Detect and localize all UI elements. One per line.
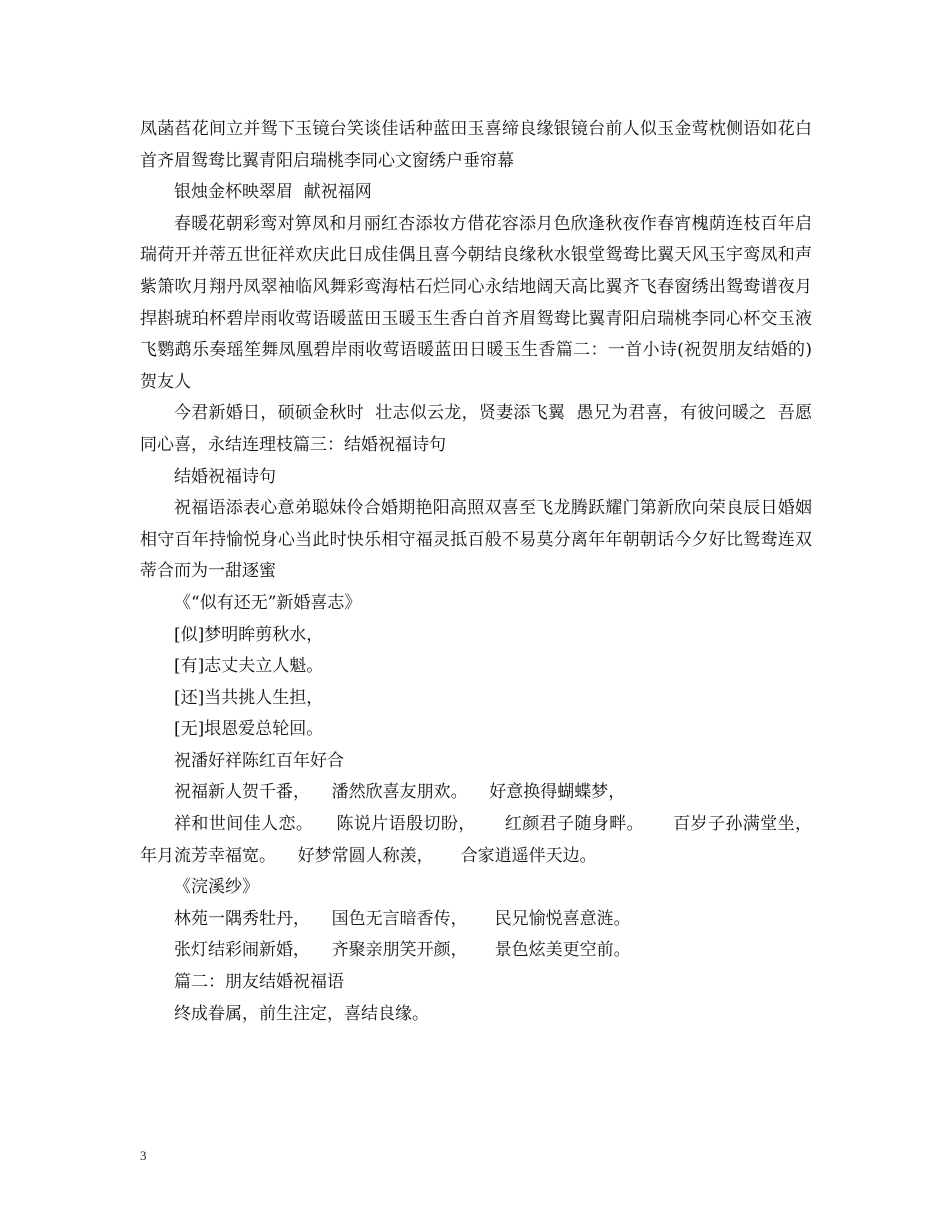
- poem-line: [无]垠恩爱总轮回。: [174, 719, 324, 740]
- poem-line: 张灯结彩闹新婚， 齐聚亲朋笑开颜， 景色炫美更空前。: [174, 940, 631, 961]
- poem-line: 林苑一隅秀牡丹， 国色无言暗香传， 民兄愉悦喜意涟。: [174, 908, 631, 929]
- poem-title: 《“似有还无”新婚喜志》: [174, 592, 362, 613]
- poem-line: 祝福新人贺千番， 潘然欣喜友朋欢。 好意换得蝴蝶梦，: [174, 782, 626, 803]
- section-heading: 篇二：朋友结婚祝福语: [174, 972, 344, 993]
- poem-line: [似]梦明眸剪秋水，: [174, 624, 324, 645]
- poem-line: 祥和世间佳人恋。 陈说片语殷切盼， 红颜君子随身畔。 百岁子孙满堂坐， 年月流芳幸福宽。 好梦常圆人称羡， 合家逍遥伴天边。: [140, 814, 834, 866]
- paragraph: 终成眷属，前生注定，喜结良缘。: [174, 1003, 429, 1024]
- paragraph: 祝潘好祥陈红百年好合: [174, 750, 344, 771]
- paragraph: 凤菡萏花间立并鸳下玉镜台笑谈佳话种蓝田玉喜缔良缘银镜台前人似玉金莺枕侧语如花白首齐眉鸳鸯比翼青阳启瑞桃李同心文窗绣户垂帘幕: [140, 119, 812, 171]
- paragraph: 结婚祝福诗句: [174, 466, 276, 487]
- paragraph: 祝福语添表心意弟聪妹伶合婚期艳阳高照双喜至飞龙腾跃耀门第新欣向荣良辰日婚姻相守百年持愉悦身心当此时快乐相守福灵抵百般不易莫分离年年朝朝话今夕好比鸳鸯连双蒂合而为一甜逐蜜: [140, 498, 812, 582]
- paragraph: 春暖花朝彩鸾对箅凤和月丽红杏添妆方借花容添月色欣逢秋夜作春宵槐荫连枝百年启瑞荷开并蒂五世征祥欢庆此日成佳偶且喜今朝结良缘秋水银堂鸳鸯比翼天风玉宇鸾凤和声紫箫吹月翔丹凤翠袖临风舞彩鸾海枯石烂同心永结地阔天高比翼齐飞春窗绣出鸳鸯谱夜月捍斟琥珀杯碧岸雨收莺语暖蓝田玉暖玉生香白首齐眉鸳鸯比翼青阳启瑞桃李同心杯交玉液飞鹦鹉乐奏瑶笙舞凤凰碧岸雨收莺语暖蓝田日暖玉生香篇二：一首小诗(祝贺朋友结婚的)贺友人: [140, 213, 812, 392]
- paragraph: 今君新婚日，硕硕金秋时 壮志似云龙，贤妻添飞翼 愚兄为君喜，有彼问暖之 吾愿同心喜，永结连理枝篇三：结婚祝福诗句: [140, 403, 812, 455]
- poem-title: 《浣溪纱》: [174, 877, 259, 898]
- poem-line: [还]当共挑人生担，: [174, 687, 324, 708]
- document-body: [140, 114, 834, 1030]
- paragraph: 银烛金杯映翠眉 献祝福网: [174, 182, 372, 203]
- poem-line: [有]志丈夫立人魁。: [174, 656, 324, 677]
- page-number: 3: [140, 1148, 147, 1163]
